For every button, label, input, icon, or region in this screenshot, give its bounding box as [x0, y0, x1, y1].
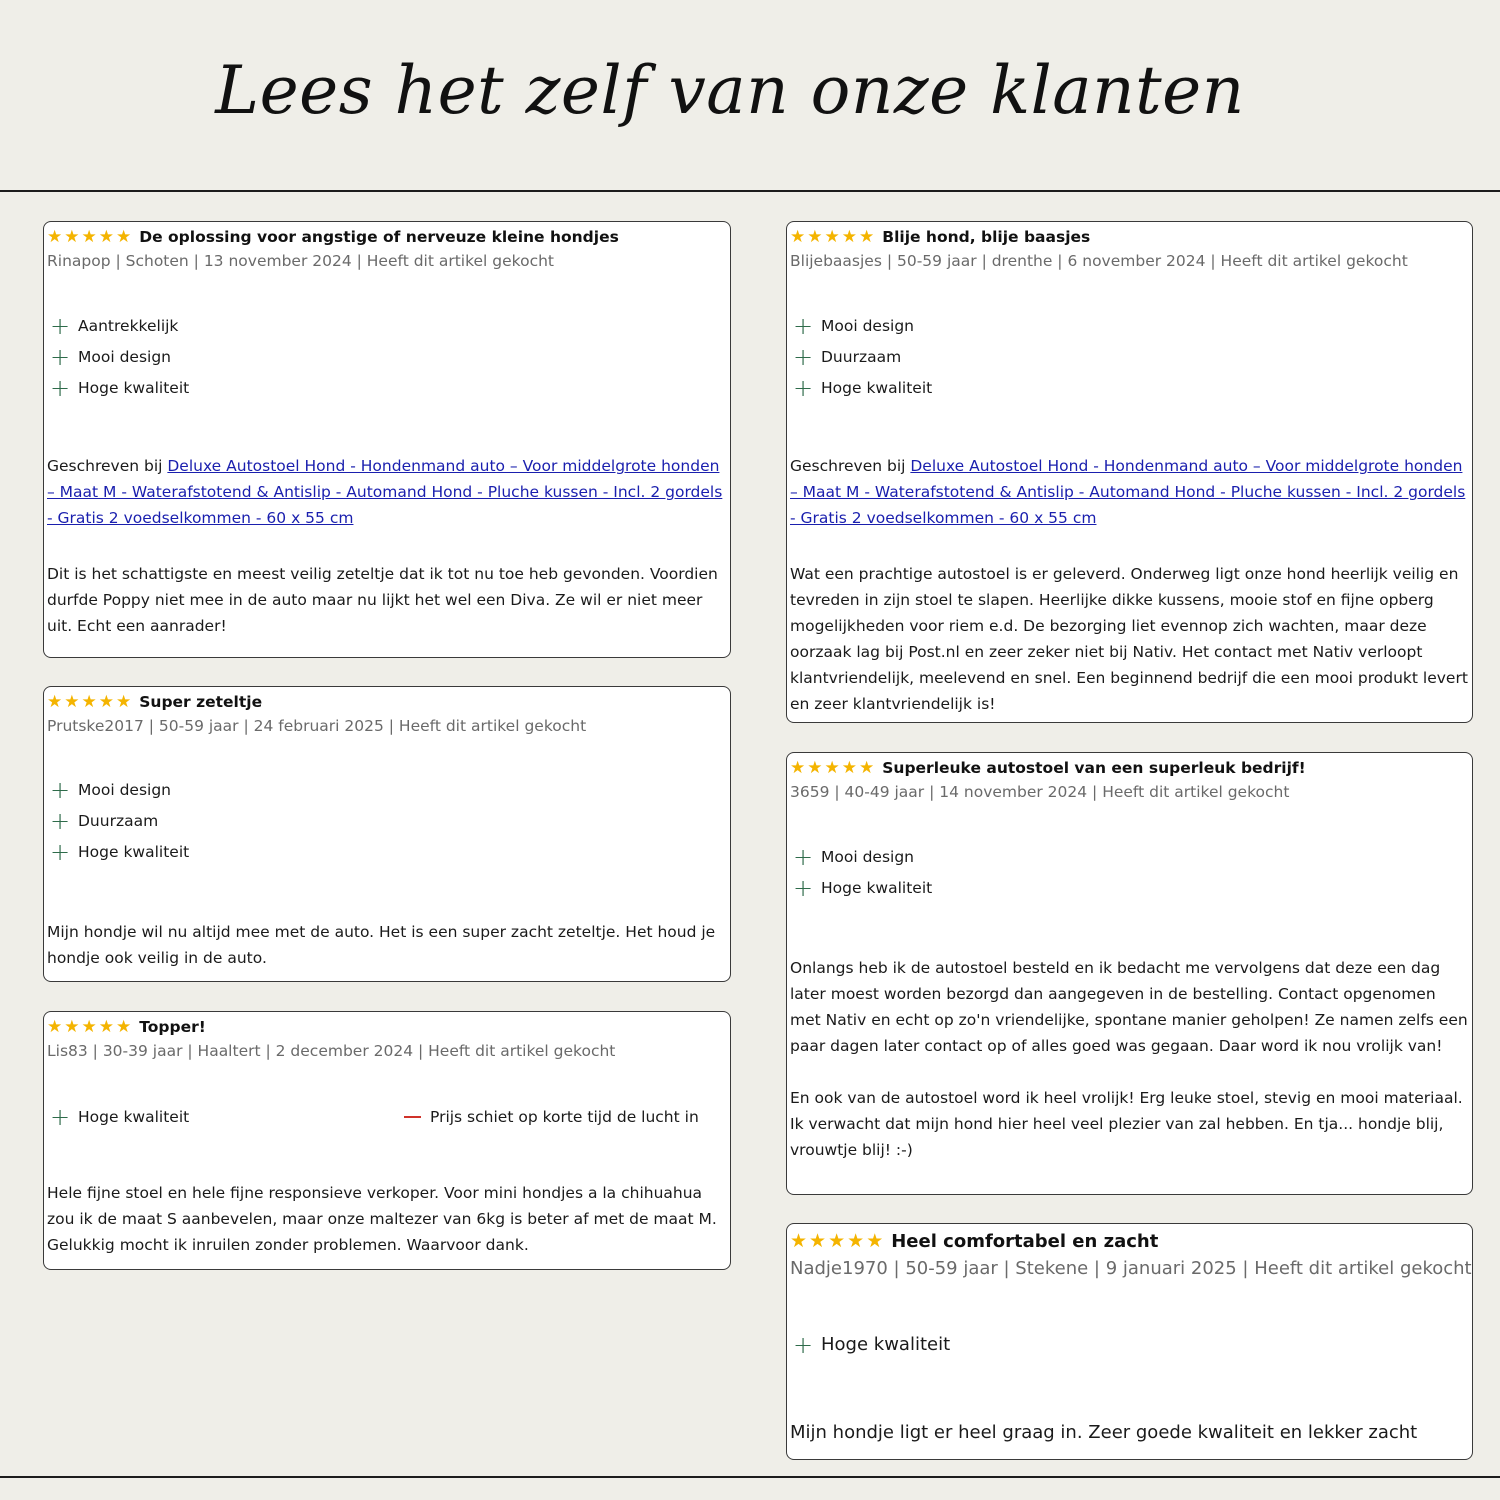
- star-icon: ★: [116, 692, 132, 712]
- review-card: [786, 752, 1473, 1195]
- star-icon: ★: [64, 227, 80, 247]
- review-title: Superleuke autostoel van een superleuk bedrijf!: [882, 759, 1306, 777]
- review-title: Topper!: [139, 1018, 206, 1036]
- pro-item: + Mooi design: [47, 774, 727, 805]
- review-title: Super zeteltje: [139, 693, 263, 711]
- review-text: Mijn hondje ligt er heel graag in. Zeer goede kwaliteit en lekker zacht: [790, 1422, 1418, 1443]
- review-text: En ook van de autostoel word ik heel vrolijk! Erg leuke stoel, stevig en mooi materiaal. Ik verwacht dat mijn hond hier heel veel plezier van zal hebben. En tja... hondje blij, vrouwtje blij! :-): [790, 1089, 1463, 1159]
- star-rating: [47, 228, 133, 246]
- star-rating: [47, 1018, 133, 1036]
- star-rating: [790, 1232, 885, 1250]
- star-rating: [47, 693, 133, 711]
- star-rating: [790, 759, 876, 777]
- star-icon: ★: [64, 1017, 80, 1037]
- plus-icon: +: [50, 837, 71, 866]
- plus-icon: +: [50, 373, 71, 402]
- page-title: Lees het zelf van onze klanten: [215, 52, 1245, 129]
- star-icon: ★: [824, 758, 840, 778]
- review-card: [786, 221, 1473, 723]
- review-title: De oplossing voor angstige of nerveuze kleine hondjes: [139, 228, 619, 246]
- review-title: Blije hond, blije baasjes: [882, 228, 1091, 246]
- top-divider: [0, 190, 1500, 192]
- star-icon: ★: [81, 227, 97, 247]
- star-icon: ★: [841, 758, 857, 778]
- pro-item: + Hoge kwaliteit: [47, 1101, 189, 1132]
- star-icon: ★: [116, 1017, 132, 1037]
- star-icon: ★: [81, 1017, 97, 1037]
- plus-icon: +: [793, 342, 814, 371]
- plus-icon: +: [793, 373, 814, 402]
- review-text: Mijn hondje wil nu altijd mee met de auto. Het is een super zacht zeteltje. Het houd je hondje ook veilig in de auto.: [47, 923, 716, 967]
- star-icon: ★: [841, 227, 857, 247]
- plus-icon: +: [50, 311, 71, 340]
- star-icon: ★: [859, 227, 875, 247]
- review-card: [43, 686, 731, 982]
- review-meta: 3659 | 40-49 jaar | 14 november 2024 | Heeft dit artikel gekocht: [790, 783, 1290, 801]
- star-icon: ★: [866, 1230, 884, 1252]
- star-icon: ★: [859, 758, 875, 778]
- plus-icon: +: [793, 1330, 814, 1359]
- star-rating: [790, 228, 876, 246]
- pro-item: + Mooi design: [790, 310, 1469, 341]
- pro-item: + Mooi design: [790, 841, 1469, 872]
- plus-icon: +: [50, 342, 71, 371]
- pro-item: + Aantrekkelijk: [47, 310, 727, 341]
- review-card: [43, 1011, 731, 1270]
- plus-icon: +: [50, 775, 71, 804]
- review-text: Dit is het schattigste en meest veilig zeteltje dat ik tot nu toe heb gevonden. Voordien durfde Poppy niet mee in de auto maar nu lijkt het wel een Diva. Ze wil er niet meer uit. Echt een aanrader!: [47, 565, 718, 635]
- plus-icon: +: [793, 842, 814, 871]
- written-for: Geschreven bij Deluxe Autostoel Hond - Hondenmand auto – Voor middelgrote honden – Maat M - Waterafstotend & Antislip - Automand Hond - Pluche kussen - Incl. 2 gordels - Gratis 2 voedselkommen - 60 x 55 cm: [790, 457, 1466, 527]
- star-icon: ★: [116, 227, 132, 247]
- review-meta: Prutske2017 | 50-59 jaar | 24 februari 2025 | Heeft dit artikel gekocht: [47, 717, 587, 735]
- con-item: Prijs schiet op korte tijd de lucht in: [404, 1101, 699, 1132]
- star-icon: ★: [790, 227, 806, 247]
- pro-item: + Hoge kwaliteit: [47, 372, 727, 403]
- star-icon: ★: [790, 1230, 808, 1252]
- star-icon: ★: [81, 692, 97, 712]
- pro-item: + Duurzaam: [790, 341, 1469, 372]
- plus-icon: +: [50, 806, 71, 835]
- written-for: Geschreven bij Deluxe Autostoel Hond - Hondenmand auto – Voor middelgrote honden – Maat M - Waterafstotend & Antislip - Automand Hond - Pluche kussen - Incl. 2 gordels - Gratis 2 voedselkommen - 60 x 55 cm: [47, 457, 723, 527]
- star-icon: ★: [47, 1017, 63, 1037]
- bottom-divider: [0, 1476, 1500, 1478]
- pro-item: + Hoge kwaliteit: [790, 372, 1469, 403]
- review-card: [43, 221, 731, 658]
- star-icon: ★: [809, 1230, 827, 1252]
- star-icon: ★: [847, 1230, 865, 1252]
- minus-icon: [404, 1116, 430, 1118]
- review-text: Wat een prachtige autostoel is er geleverd. Onderweg ligt onze hond heerlijk veilig en tevreden in zijn stoel te slapen. Heerlijke dikke kussens, mooie stof en fijne opberg mogelijkheden voor riem e.d. De bezorging liet evennop zich wachten, maar deze oorzaak lag bij Post.nl en zeer zeker niet bij Nativ. Het contact met Nativ verloopt klantvriendelijk, meelevend en snel. Een beginnend bedrijf die een mooi produkt levert en zeer klantvriendelijk is!: [790, 565, 1468, 713]
- star-icon: ★: [790, 758, 806, 778]
- product-link[interactable]: Deluxe Autostoel Hond - Hondenmand auto – Voor middelgrote honden – Maat M - Waterafstotend & Antislip - Automand Hond - Pluche kussen - Incl. 2 gordels - Gratis 2 voedselkommen - 60 x 55 cm: [790, 457, 1466, 527]
- review-title: Heel comfortabel en zacht: [891, 1230, 1159, 1252]
- pro-item: + Hoge kwaliteit: [790, 1329, 1469, 1360]
- review-meta: Lis83 | 30-39 jaar | Haaltert | 2 december 2024 | Heeft dit artikel gekocht: [47, 1042, 616, 1060]
- review-meta: Rinapop | Schoten | 13 november 2024 | Heeft dit artikel gekocht: [47, 252, 554, 270]
- review-meta: Nadje1970 | 50-59 jaar | Stekene | 9 januari 2025 | Heeft dit artikel gekocht: [790, 1258, 1472, 1279]
- review-text: Hele fijne stoel en hele fijne responsieve verkoper. Voor mini hondjes a la chihuahua zou ik de maat S aanbevelen, maar onze maltezer van 6kg is beter af met de maat M. Gelukkig mocht ik inruilen zonder problemen. Waarvoor dank.: [47, 1184, 717, 1254]
- review-text: Onlangs heb ik de autostoel besteld en ik bedacht me vervolgens dat deze een dag later moest worden bezorgd dan aangegeven in de bestelling. Contact opgenomen met Nativ en echt op zo'n vriendelijke, spontane manier geholpen! Ze namen zelfs een paar dagen later contact op of alles goed was gegaan. Daar word ik nou vrolijk van!: [790, 959, 1468, 1055]
- star-icon: ★: [47, 227, 63, 247]
- star-icon: ★: [824, 227, 840, 247]
- star-icon: ★: [98, 227, 114, 247]
- star-icon: ★: [98, 1017, 114, 1037]
- star-icon: ★: [98, 692, 114, 712]
- review-card: [786, 1223, 1473, 1460]
- pro-item: + Hoge kwaliteit: [47, 836, 727, 867]
- pro-item: + Duurzaam: [47, 805, 727, 836]
- plus-icon: +: [793, 311, 814, 340]
- product-link[interactable]: Deluxe Autostoel Hond - Hondenmand auto – Voor middelgrote honden – Maat M - Waterafstotend & Antislip - Automand Hond - Pluche kussen - Incl. 2 gordels - Gratis 2 voedselkommen - 60 x 55 cm: [47, 457, 723, 527]
- review-meta: Blijebaasjes | 50-59 jaar | drenthe | 6 november 2024 | Heeft dit artikel gekocht: [790, 252, 1408, 270]
- star-icon: ★: [828, 1230, 846, 1252]
- pro-item: + Mooi design: [47, 341, 727, 372]
- plus-icon: +: [50, 1102, 71, 1131]
- star-icon: ★: [807, 758, 823, 778]
- pro-item: + Hoge kwaliteit: [790, 872, 1469, 903]
- star-icon: ★: [807, 227, 823, 247]
- star-icon: ★: [47, 692, 63, 712]
- star-icon: ★: [64, 692, 80, 712]
- plus-icon: +: [793, 873, 814, 902]
